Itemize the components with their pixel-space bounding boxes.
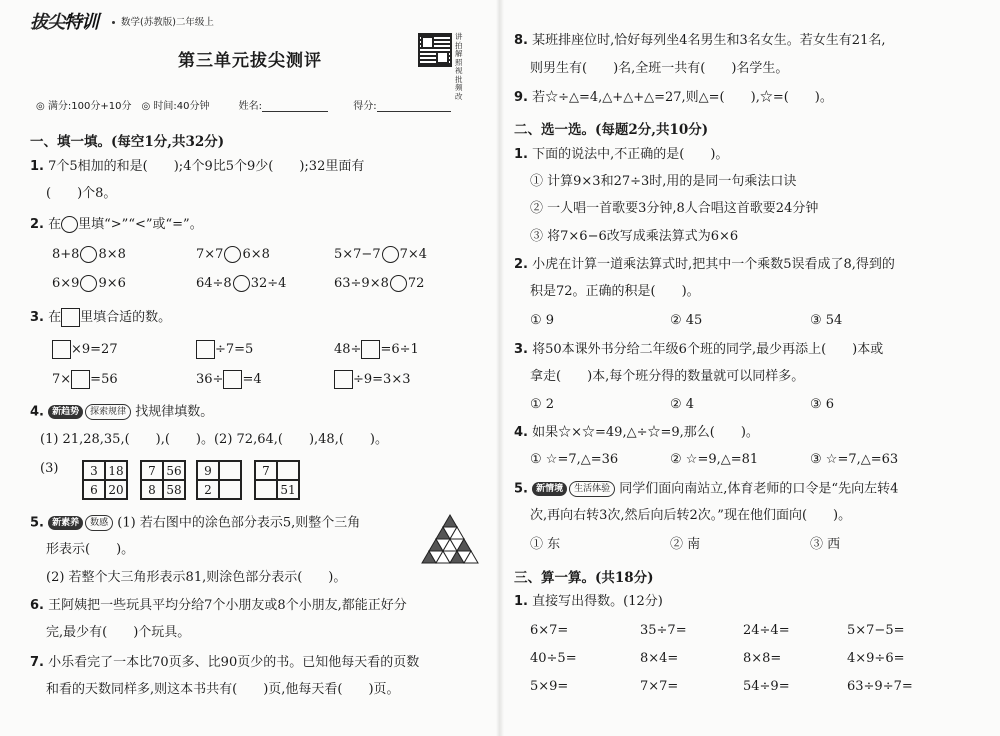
calc-item[interactable]: 35÷7=	[640, 623, 687, 638]
calc-item[interactable]: 40÷5=	[530, 651, 577, 666]
expr-text: 8×8	[98, 247, 126, 262]
expr-text: ×9=27	[71, 342, 118, 357]
q7-line2: 和看的天数同样多,则这本书共有( )页,他每天看( )页。	[46, 682, 400, 697]
calc-item[interactable]: 63÷9÷7=	[847, 679, 913, 694]
q5-line2: 形表示( )。	[46, 542, 135, 557]
grid-cell: 8	[141, 480, 163, 499]
calc-item[interactable]: 8×4=	[640, 651, 679, 666]
answer-box[interactable]	[71, 370, 90, 389]
choice-3-opt3[interactable]: ③ 6	[810, 397, 835, 412]
fill-item	[334, 370, 411, 389]
calc-item[interactable]: 6×7=	[530, 623, 569, 638]
expr-text: 48÷	[334, 342, 362, 357]
expr-text: 9×6	[98, 276, 126, 291]
grid-cell-blank[interactable]	[255, 480, 277, 499]
expr-text: =56	[90, 372, 118, 387]
grid-cell: 3	[83, 461, 105, 480]
compare-circle[interactable]	[224, 246, 241, 263]
name-field[interactable]	[262, 101, 328, 112]
section-1-title: 一、填一填。(每空1分,共32分)	[30, 134, 225, 150]
compare-circle[interactable]	[382, 246, 399, 263]
expr-text: 7×7	[196, 247, 224, 262]
exam-meta: ◎ 满分:100分+10分 ◎ 时间:40分钟 姓名: 得分:	[36, 97, 461, 112]
compare-item	[334, 246, 427, 263]
pattern-grid	[140, 460, 186, 500]
subject-label: 数学(苏教版)二年级上	[112, 14, 214, 28]
calc-item[interactable]: 4×9÷6=	[847, 651, 905, 666]
choice-3-opt2[interactable]: ② 4	[670, 397, 695, 412]
calc-item[interactable]: 8×8=	[743, 651, 782, 666]
choice-4-opt1[interactable]: ① ☆=7,△=36	[530, 452, 619, 467]
grid-cell: 56	[163, 461, 185, 480]
square-icon	[61, 308, 80, 327]
expr-text: =4	[242, 372, 262, 387]
compare-item	[196, 275, 286, 292]
choice-1: 1. 下面的说法中,不正确的是( )。	[514, 147, 729, 162]
section-3-title: 三、算一算。(共18分)	[514, 570, 654, 586]
choice-5-opt1[interactable]: ① 东	[530, 537, 561, 552]
grid-cell: 7	[141, 461, 163, 480]
qr-caption: 讲拍解照视批频改	[455, 32, 463, 101]
compare-item	[334, 275, 424, 292]
answer-box[interactable]	[334, 370, 353, 389]
q8-line2: 则男生有( )名,全班一共有( )名学生。	[530, 61, 789, 76]
expr-text: 6×9	[52, 276, 80, 291]
triangle-figure	[420, 513, 480, 565]
q1: 1. 7个5相加的和是( );4个9比5个9少( );32里面有	[30, 159, 365, 174]
choice-5-line2: 次,再向右转3次,然后向后转2次。”现在他们面向( )。	[530, 508, 852, 523]
q6-line2: 完,最少有( )个玩具。	[46, 625, 191, 640]
expr-text: 64÷8	[196, 276, 232, 291]
compare-circle[interactable]	[233, 275, 250, 292]
fill-item	[52, 340, 118, 359]
grid-cell: 51	[277, 480, 299, 499]
circle-icon	[61, 216, 78, 233]
expr-text: ÷9=3×3	[353, 372, 411, 387]
choice-1-opt1[interactable]: ① 计算9×3和27÷3时,用的是同一句乘法口诀	[530, 174, 797, 189]
answer-box[interactable]	[361, 340, 380, 359]
q8: 8. 某班排座位时,恰好每列坐4名男生和3名女生。若女生有21名,	[514, 33, 886, 48]
choice-2: 2. 小虎在计算一道乘法算式时,把其中一个乘数5误看成了8,得到的	[514, 257, 895, 272]
fill-item	[52, 370, 118, 389]
compare-circle[interactable]	[390, 275, 407, 292]
expr-text: 8+8	[52, 247, 80, 262]
section-2-title: 二、选一选。(每题2分,共10分)	[514, 122, 709, 138]
expr-text: 7×	[52, 372, 72, 387]
compare-item	[52, 275, 126, 292]
q3: 3. 在 里填合适的数。	[30, 310, 172, 325]
grid-cell: 20	[105, 480, 127, 499]
calc-item[interactable]: 7×7=	[640, 679, 679, 694]
q1-line2: ( )个8。	[46, 186, 117, 201]
choice-3: 3. 将50本课外书分给二年级6个班的同学,最少再添上( )本或	[514, 342, 884, 357]
compare-item	[52, 246, 126, 263]
grid-cell: 18	[105, 461, 127, 480]
choice-1-opt2[interactable]: ② 一人唱一首歌要3分钟,8人合唱这首歌要24分钟	[530, 201, 819, 216]
grid-cell-blank[interactable]	[219, 461, 241, 480]
choice-1-opt3[interactable]: ③ 将7×6−6改写成乘法算式为6×6	[530, 229, 739, 244]
compare-circle[interactable]	[80, 246, 97, 263]
expr-text: 32÷4	[250, 276, 287, 291]
expr-text: 72	[407, 276, 425, 291]
fill-item	[196, 340, 253, 359]
q5-line3: (2) 若整个大三角形表示81,则涂色部分表示( )。	[46, 570, 347, 585]
grid-cell-blank[interactable]	[219, 480, 241, 499]
choice-2-opt2[interactable]: ② 45	[670, 313, 703, 328]
q6: 6. 王阿姨把一些玩具平均分给7个小朋友或8个小朋友,都能正好分	[30, 598, 407, 613]
answer-box[interactable]	[196, 340, 215, 359]
q4: 4. 新趋势 探索规律 找规律填数。	[30, 404, 214, 420]
q7: 7. 小乐看完了一本比70页多、比90页少的书。已知他每天看的页数	[30, 655, 420, 670]
pattern-grid	[196, 460, 242, 500]
choice-2-opt3[interactable]: ③ 54	[810, 313, 843, 328]
choice-5: 5. 新情境 生活体验 同学们面向南站立,体育老师的口令是“先向左转4	[514, 481, 899, 497]
choice-2-opt1[interactable]: ① 9	[530, 313, 555, 328]
brand-logo: 拔尖特训	[30, 12, 98, 33]
expr-text: 36÷	[196, 372, 224, 387]
score-field[interactable]	[377, 101, 451, 112]
compare-circle[interactable]	[80, 275, 97, 292]
expr-text: 7×4	[399, 247, 428, 262]
expr-text: ÷7=5	[215, 342, 254, 357]
qr-code-icon[interactable]	[418, 33, 452, 67]
choice-5-opt2[interactable]: ② 南	[670, 537, 701, 552]
choice-4: 4. 如果☆×☆=49,△÷☆=9,那么( )。	[514, 425, 759, 440]
grid-cell: 6	[83, 480, 105, 499]
expr-text: 6×8	[242, 247, 270, 262]
q5: 5. 新素养 数感 (1) 若右图中的涂色部分表示5,则整个三角	[30, 515, 361, 531]
grid-cell: 2	[197, 480, 219, 499]
triangle-cell	[443, 515, 457, 527]
calc-item[interactable]: 5×7−5=	[847, 623, 905, 638]
grid-cell: 58	[163, 480, 185, 499]
answer-box[interactable]	[223, 370, 242, 389]
right-page	[500, 0, 1000, 736]
calc-item[interactable]: 24÷4=	[743, 623, 790, 638]
fill-item	[196, 370, 262, 389]
compare-item	[196, 246, 270, 263]
choice-4-opt2[interactable]: ② ☆=9,△=81	[670, 452, 759, 467]
choice-5-opt3[interactable]: ③ 西	[810, 537, 841, 552]
page-title: 第三单元拔尖测评	[178, 51, 322, 71]
calc-item[interactable]: 5×9=	[530, 679, 569, 694]
q4-part1-2: (1) 21,28,35,( ),( )。(2) 72,64,( ),48,( )。	[40, 432, 388, 447]
calc-1: 1. 直接写出得数。(12分)	[514, 594, 663, 609]
q2: 2. 在 里填“>”“<”或“=”。	[30, 217, 203, 232]
pattern-grid	[82, 460, 128, 500]
expr-text: =6÷1	[380, 342, 419, 357]
expr-text: 5×7−7	[334, 247, 381, 262]
expr-text: 63÷9×8	[334, 276, 389, 291]
grid-cell-blank[interactable]	[277, 461, 299, 480]
choice-4-opt3[interactable]: ③ ☆=7,△=63	[810, 452, 899, 467]
fill-item	[334, 340, 419, 359]
q9: 9. 若☆÷△=4,△+△+△=27,则△=( ),☆=( )。	[514, 90, 833, 105]
answer-box[interactable]	[52, 340, 71, 359]
choice-3-line2: 拿走( )本,每个班分得的数量就可以同样多。	[530, 369, 805, 384]
q4-part3-label: (3)	[40, 461, 59, 476]
choice-3-opt1[interactable]: ① 2	[530, 397, 555, 412]
calc-item[interactable]: 54÷9=	[743, 679, 790, 694]
grid-cell: 7	[255, 461, 277, 480]
choice-2-line2: 积是72。正确的积是( )。	[530, 284, 700, 299]
grid-cell: 9	[197, 461, 219, 480]
pattern-grid	[254, 460, 300, 500]
